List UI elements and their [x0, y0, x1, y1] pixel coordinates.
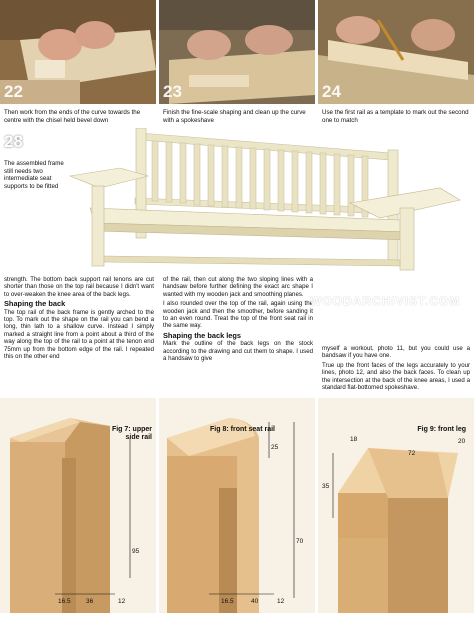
section-heading: Shaping the back [4, 299, 66, 309]
paragraph: Mark the outline of the back legs on the stock according to the drawing and cut them to shape. I used a handsaw to give [163, 340, 313, 363]
paragraph: The top rail of the back frame is gently arched to the top. To mark out the shape on the rail you can bend a long, thin lath to a shallow curve. Instead I simply marked a straight line from a point about a third of the way along the top of the rail to a point at the tenon end 75mm up from the bottom edge of the rail. I repeated this on the other end [4, 308, 154, 361]
fig-title [210, 426, 275, 434]
watermark: WOODARCHIVIST.COM [310, 294, 461, 308]
photo-number: 24 [322, 82, 341, 101]
dimension-label: 20 [458, 438, 466, 445]
fig-title-line: side rail [125, 434, 152, 441]
photo-23-image [159, 0, 315, 104]
fig-title [417, 426, 466, 434]
photo-number: 23 [163, 82, 182, 101]
fig-title [112, 426, 152, 442]
fig-title-line: Fig 7: upper [111, 426, 152, 433]
dimension-label: 36 [86, 598, 94, 605]
fig-title-line: Fig 8: front seat rail [210, 426, 275, 433]
text-column-1 [4, 276, 154, 362]
figure-9 [318, 398, 474, 613]
text-column-2 [163, 276, 313, 364]
photo-caption: Then work from the ends of the curve towards the centre with the chisel held bevel down [4, 109, 141, 124]
fig-title-line: Fig 9: front leg [417, 426, 466, 433]
figure-7 [0, 398, 156, 613]
paragraph: I also rounded over the top of the rail, again using the wooden jack and then the smoother, before sanding it to an even round. Treat the top of the front seat rail in the same way. [163, 300, 313, 330]
figure-8 [159, 398, 315, 613]
dimension-label: 35 [322, 483, 330, 490]
dimension-label: 16.5 [221, 598, 234, 605]
photo-number: 22 [4, 82, 23, 101]
bench-caption: The assembled frame still needs two intermediate seat supports to be fitted [4, 160, 64, 190]
paragraph: True up the front faces of the legs accurately to your lines, photo 12, and also the back faces. To clean up the intersection at the back of the knee areas, I used a standard flat-bottomed spokeshave. [322, 361, 470, 392]
text-column-3 [322, 345, 470, 393]
bench-image [0, 128, 474, 273]
dimension-label: 12 [277, 598, 285, 605]
photo-caption: Use the first rail as a template to mark out the second one to match [322, 109, 469, 124]
dimension-label: 70 [296, 538, 304, 545]
dimension-label: 95 [132, 548, 140, 555]
dimension-label: 16.5 [58, 598, 71, 605]
photo-22-image [0, 0, 156, 104]
dimension-label: 25 [271, 444, 279, 451]
dimension-label: 18 [350, 436, 358, 443]
paragraph: myself a workout, photo 11, but you could use a bandsaw if you have one. [322, 345, 470, 360]
photo-24-image [318, 0, 474, 104]
dimension-label: 12 [118, 598, 126, 605]
paragraph: strength. The bottom back support rail tenons are cut shorter than those on the top rail because I didn't want to over-weaken the knee area of the back legs. [4, 276, 154, 298]
dimension-label: 40 [251, 598, 259, 605]
photo-23 [159, 0, 315, 104]
photo-22 [0, 0, 156, 104]
section-heading: Shaping the back legs [163, 330, 242, 340]
photo-number: 28 [4, 132, 23, 151]
dimension-label: 72 [408, 450, 416, 457]
photo-caption: Finish the fine-scale shaping and clean up the curve with a spokeshave [163, 109, 306, 124]
paragraph: of the rail, then cut along the two sloping lines with a handsaw before further defining the exact arc shape I wanted with my wooden jack and smoothing planes. [163, 276, 313, 298]
bench-photo [0, 128, 474, 273]
photo-24 [318, 0, 474, 104]
